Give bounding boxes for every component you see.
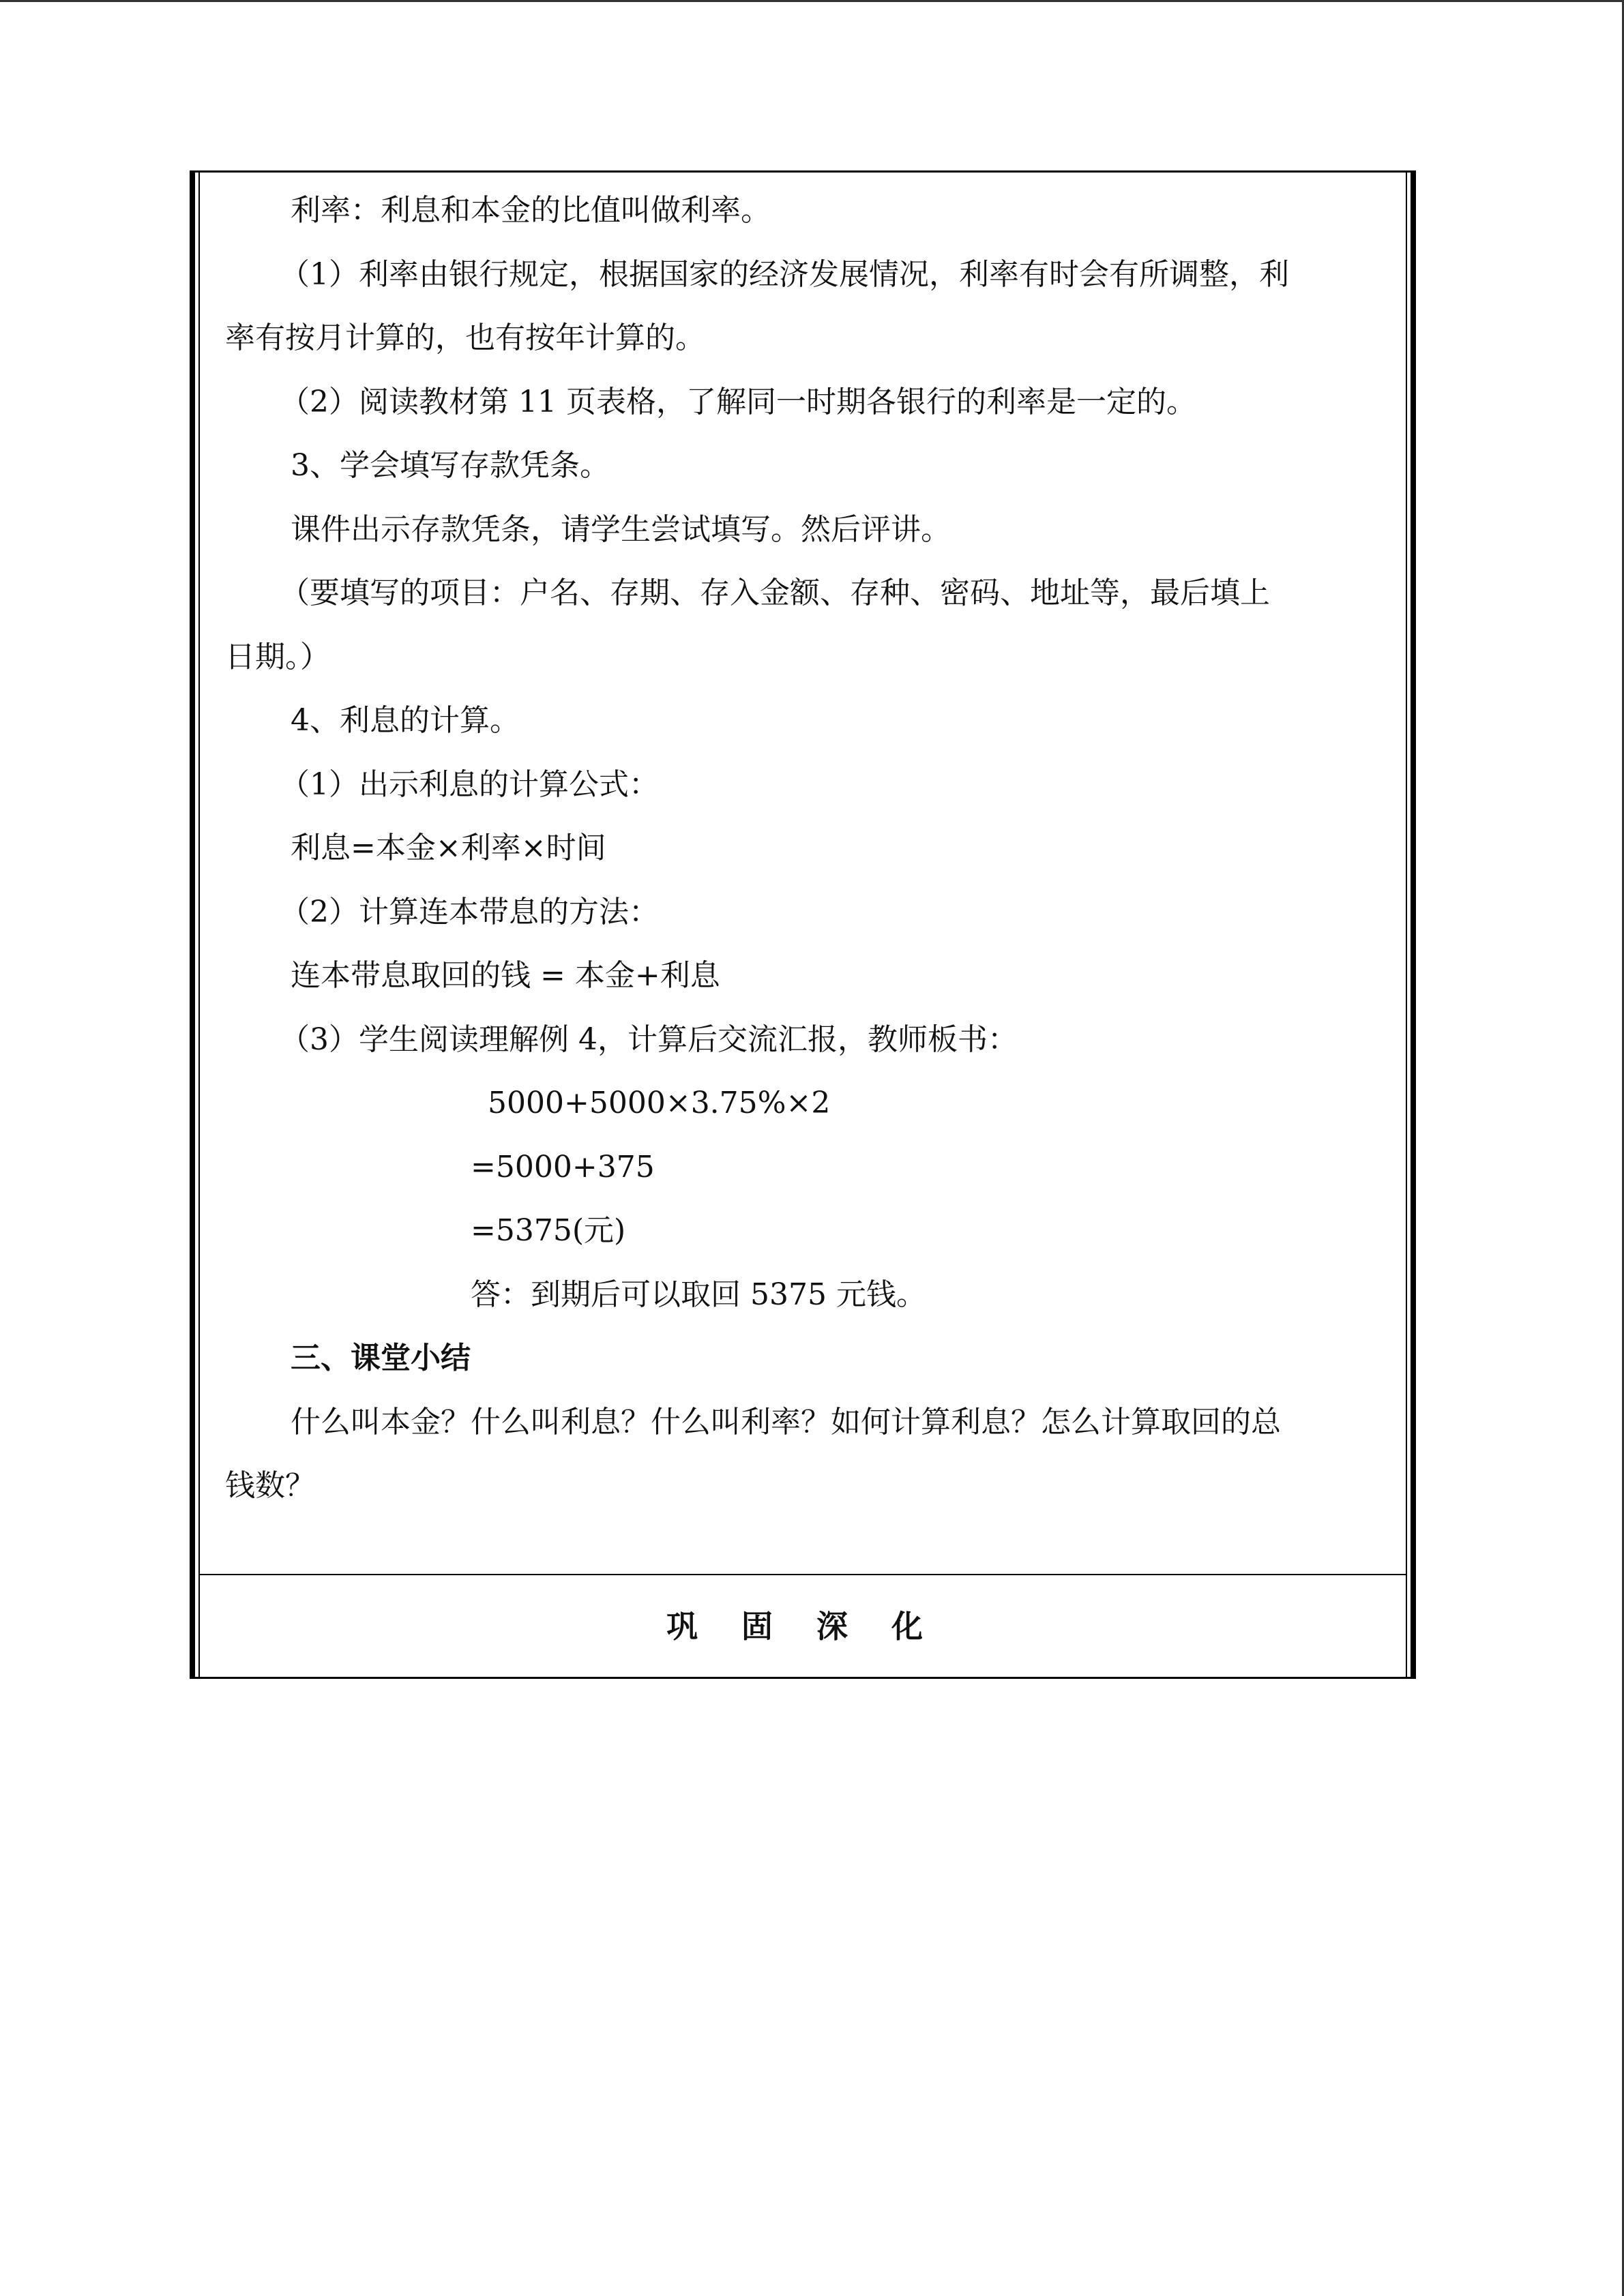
table-right-border-thick bbox=[1411, 170, 1416, 1679]
answer-line: 答：到期后可以取回 5375 元钱。 bbox=[471, 1277, 926, 1312]
table-top-border bbox=[190, 170, 1416, 173]
paragraph-line: （2）阅读教材第 11 页表格，了解同一时期各银行的利率是一定的。 bbox=[280, 384, 1196, 419]
paragraph-line: （2）计算连本带息的方法： bbox=[280, 894, 659, 929]
paragraph-line: 日期。） bbox=[225, 639, 330, 674]
formula-line: 利息=本金×利率×时间 bbox=[291, 831, 606, 865]
calculation-line: =5000+375 bbox=[471, 1149, 655, 1184]
lesson-content bbox=[225, 179, 1385, 1518]
paragraph-line: （要填写的项目：户名、存期、存入金额、存种、密码、地址等，最后填上 bbox=[280, 576, 1270, 610]
page-top-border bbox=[0, 0, 1624, 2]
formula-line: 连本带息取回的钱 = 本金+利息 bbox=[291, 958, 720, 993]
calculation-line: 5000+5000×3.75%×2 bbox=[488, 1086, 831, 1120]
paragraph-line: 钱数？ bbox=[225, 1468, 315, 1503]
paragraph-line: （3）学生阅读理解例 4，计算后交流汇报，教师板书： bbox=[280, 1022, 1018, 1057]
section-heading: 三、课堂小结 bbox=[291, 1341, 471, 1375]
paragraph-line: （1）利率由银行规定，根据国家的经济发展情况，利率有时会有所调整，利 bbox=[280, 256, 1289, 292]
paragraph-line: 4、利息的计算。 bbox=[291, 703, 520, 738]
paragraph-line: 什么叫本金？什么叫利息？什么叫利率？如何计算利息？怎么计算取回的总 bbox=[291, 1404, 1281, 1440]
table-left-border-thin bbox=[198, 170, 200, 1679]
table-right-border-thin bbox=[1406, 170, 1407, 1679]
paragraph-line: 率有按月计算的，也有按年计算的。 bbox=[225, 320, 705, 355]
lesson-table bbox=[190, 170, 1416, 1679]
paragraph-line: 3、学会填写存款凭条。 bbox=[291, 448, 610, 483]
calculation-line: =5375(元) bbox=[471, 1213, 626, 1248]
paragraph-line: （1）出示利息的计算公式： bbox=[280, 766, 659, 802]
section-title: 巩 固 深 化 bbox=[666, 1608, 940, 1645]
paragraph-line: 课件出示存款凭条，请学生尝试填写。然后评讲。 bbox=[291, 511, 951, 547]
paragraph-line: 利率：利息和本金的比值叫做利率。 bbox=[291, 193, 771, 228]
table-left-border-thick bbox=[190, 170, 195, 1679]
